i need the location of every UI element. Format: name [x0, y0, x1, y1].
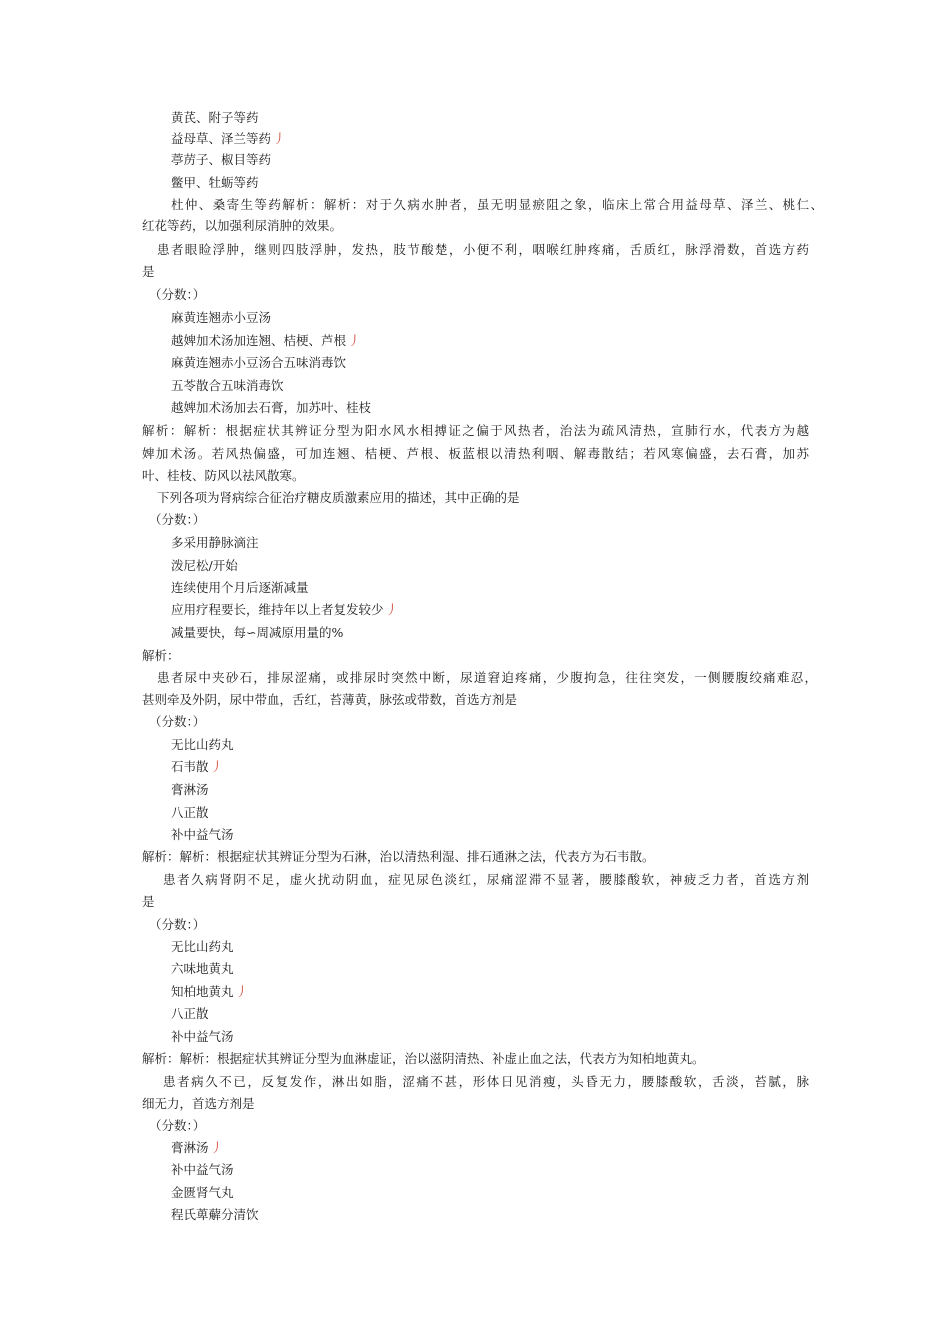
analysis-text: 解析：	[142, 648, 180, 663]
option-text: 益母草、泽兰等药 丿	[171, 131, 286, 146]
correct-mark-icon: 丿	[235, 984, 249, 999]
option-text: 多采用静脉滴注	[171, 535, 259, 550]
option-text: 石韦散 丿	[171, 759, 224, 774]
question-stem: 细无力，首选方剂是	[142, 1096, 255, 1111]
option-text: 葶苈子、椒目等药	[171, 152, 272, 167]
option-text: 减量要快，每∽周减原用量的%	[171, 625, 344, 640]
option-text: 八正散	[171, 805, 209, 820]
option-text: 补中益气汤	[171, 1029, 234, 1044]
option-text: 膏淋汤 丿	[171, 1140, 224, 1155]
correct-mark-icon: 丿	[210, 1140, 224, 1155]
analysis-text: 解析：解析：根据症状其辨证分型为阳水风水相搏证之偏于风热者，治法为疏风清热，宣肺行水，代表方为越	[142, 423, 809, 438]
question-stem: 患者尿中夹砂石，排尿涩痛，或排尿时突然中断，尿道窘迫疼痛，少腹拘急，往往突发，一侧腰腹绞痛难忍，	[157, 670, 817, 685]
question-stem: 甚则牵及外阴，尿中带血，舌红，苔薄黄，脉弦或带数，首选方剂是	[142, 692, 518, 707]
option-text: 补中益气汤	[171, 827, 234, 842]
option-text: 无比山药丸	[171, 737, 234, 752]
question-stem: 是	[142, 894, 155, 909]
option-text: 应用疗程要长，维持年以上者复发较少 丿	[171, 602, 399, 617]
analysis-text: 解析：解析：根据症状其辨证分型为血淋虚证，治以滋阴清热、补虚止血之法，代表方为知柏地黄丸。	[142, 1051, 705, 1066]
question-stem: 患者眼睑浮肿，继则四肢浮肿，发热，肢节酸楚，小便不利，咽喉红肿疼痛，舌质红，脉浮滑数，首选方药	[157, 242, 809, 257]
option-text: 麻黄连翘赤小豆汤	[171, 310, 272, 325]
option-text: 补中益气汤	[171, 1162, 234, 1177]
correct-mark-icon: 丿	[273, 131, 286, 146]
analysis-text: 解析：解析：根据症状其辨证分型为石淋，治以清热利湿、排石通淋之法，代表方为石韦散。	[142, 849, 655, 864]
option-text: 知柏地黄丸 丿	[171, 984, 249, 999]
option-text: 程氏萆薢分清饮	[171, 1207, 259, 1222]
question-stem: 患者久病肾阴不足，虚火扰动阴血，症见尿色淡红，尿痛涩滞不显著，腰膝酸软，神疲乏力者，首选方剂	[163, 872, 809, 887]
option-text: 金匮肾气丸	[171, 1185, 234, 1200]
option-text: 黄芪、附子等药	[171, 110, 259, 125]
option-text: 鳖甲、牡蛎等药	[171, 175, 259, 190]
question-stem: 下列各项为肾病综合征治疗糖皮质激素应用的描述，其中正确的是	[157, 490, 520, 505]
score-label: （分数：）	[149, 1118, 206, 1133]
correct-mark-icon: 丿	[385, 602, 399, 617]
analysis-text: 婢加术汤。若风热偏盛，可加连翘、桔梗、芦根、板蓝根以清热利咽、解毒散结；若风寒偏盛，去石膏，加苏	[142, 446, 809, 461]
option-text: 越婢加术汤加连翘、桔梗、芦根 丿	[171, 333, 361, 348]
score-label: （分数：）	[149, 714, 206, 729]
option-with-analysis: 杜仲、桑寄生等药解析：解析：对于久病水肿者，虽无明显瘀阻之象，临床上常合用益母草、泽兰、桃仁、	[171, 197, 823, 212]
score-label: （分数：）	[149, 512, 206, 527]
score-label: （分数：）	[149, 287, 206, 302]
option-text: 越婢加术汤加去石膏，加苏叶、桂枝	[171, 400, 372, 415]
option-text: 泼尼松/开始	[171, 558, 238, 573]
option-text: 五苓散合五味消毒饮	[171, 378, 284, 393]
score-label: （分数：）	[149, 917, 206, 932]
option-text: 六味地黄丸	[171, 961, 234, 976]
option-text: 无比山药丸	[171, 939, 234, 954]
option-text: 麻黄连翘赤小豆汤合五味消毒饮	[171, 355, 347, 370]
analysis-text: 红花等药，以加强利尿消肿的效果。	[142, 218, 343, 233]
question-stem: 是	[142, 264, 155, 279]
option-text: 连续使用个月后逐渐减量	[171, 580, 309, 595]
correct-mark-icon: 丿	[348, 333, 361, 348]
correct-mark-icon: 丿	[210, 759, 224, 774]
question-stem: 患者病久不已，反复发作，淋出如脂，涩痛不甚，形体日见消瘦，头昏无力，腰膝酸软，舌淡，苔腻，脉	[163, 1074, 809, 1089]
analysis-text: 叶、桂枝、防风以祛风散寒。	[142, 468, 305, 483]
option-text: 八正散	[171, 1006, 209, 1021]
option-text: 膏淋汤	[171, 782, 209, 797]
